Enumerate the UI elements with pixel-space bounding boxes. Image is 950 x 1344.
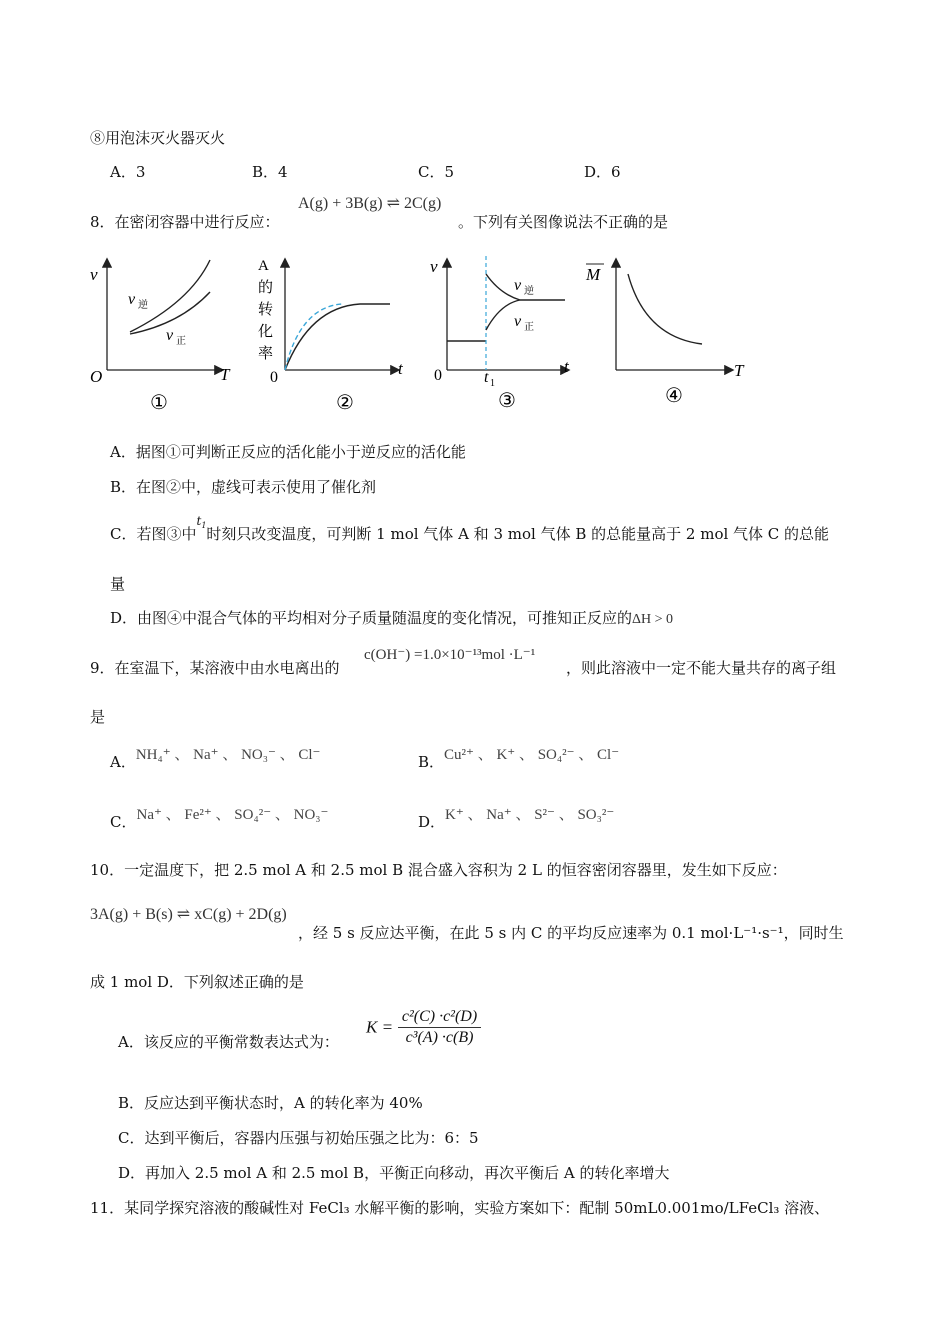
svg-text:②: ②: [336, 392, 354, 414]
q7-option-b: B．4: [252, 163, 288, 181]
svg-text:0: 0: [270, 369, 278, 386]
q10-k-expression: K = $\frac{\text{c²(C) ·c²(D)}}{\text{c³(A) ·c(B)}}$: [366, 1008, 481, 1047]
q10-equation: 3A(g) + B(s) ⇌ xC(g) + 2D(g): [90, 906, 287, 923]
q10-option-d: D．再加入 2.5 mol A 和 2.5 mol B，平衡正向移动，再次平衡后 A 的转化率增大: [118, 1164, 670, 1182]
q9-option-b: B．Cu²⁺ 、 K⁺ 、 SO₄²⁻ 、 Cl⁻: [418, 747, 620, 771]
q8-option-b: B．在图②中，虚线可表示使用了催化剂: [110, 478, 377, 496]
svg-text:化: 化: [258, 324, 274, 340]
q10-option-a: A．该反应的平衡常数表达式为：: [118, 1033, 339, 1051]
svg-text:正: 正: [176, 336, 186, 347]
q7-option-d: D．6: [584, 163, 621, 181]
q9-option-d: D．K⁺ 、 Na⁺ 、 S²⁻ 、 SO₃²⁻: [418, 807, 615, 831]
q9-formula: c(OH⁻) =1.0×10⁻¹³mol ·L⁻¹: [364, 647, 536, 663]
item-8-text: ⑧用泡沫灭火器灭火: [90, 129, 226, 147]
svg-text:转: 转: [258, 302, 274, 318]
q10-stem: 10．一定温度下，把 2.5 mol A 和 2.5 mol B 混合盛入容积为 2 L 的恒容密闭容器里，发生如下反应：: [90, 861, 787, 879]
svg-text:的: 的: [258, 280, 274, 296]
q10-stem-3: 成 1 mol D．下列叙述正确的是: [90, 973, 304, 991]
svg-text:④: ④: [665, 385, 683, 407]
svg-text:逆: 逆: [138, 300, 148, 311]
q7-option-a: A．3: [110, 163, 146, 181]
svg-text:M: M: [586, 265, 601, 284]
q9-option-c: C．Na⁺ 、 Fe²⁺ 、 SO₄²⁻ 、 NO₃⁻: [110, 807, 329, 831]
svg-text:v: v: [514, 277, 522, 294]
svg-text:v: v: [514, 313, 522, 330]
svg-text:③: ③: [498, 390, 516, 412]
q8-option-c: C．若图③中$^{t_1}$时刻只改变温度，可判断 1 mol 气体 A 和 3 mol 气体 B 的总能量高于 2 mol 气体 C 的总能: [110, 514, 830, 543]
q8-option-c-tail: 量: [110, 575, 126, 593]
q8-equation: A(g) + 3B(g) ⇌ 2C(g): [298, 195, 442, 212]
q11-stem: 11．某同学探究溶液的酸碱性对 FeCl₃ 水解平衡的影响，实验方案如下：配制 50mL0.001mo/LFeCl₃ 溶液、: [90, 1199, 830, 1217]
svg-text:A: A: [258, 258, 269, 274]
svg-text:T: T: [220, 365, 230, 384]
svg-text:0: 0: [434, 367, 442, 384]
svg-text:①: ①: [150, 392, 168, 414]
q8-option-d: D．由图④中混合气体的平均相对分子质量随温度的变化情况，可推知正反应的ΔH > 0: [110, 609, 674, 627]
q9-option-a: A．NH₄⁺ 、 Na⁺ 、 NO₃⁻ 、 Cl⁻: [110, 747, 321, 771]
q8-stem-pre: 8．在密闭容器中进行反应：: [90, 213, 280, 231]
svg-text:t: t: [484, 369, 489, 386]
svg-text:v: v: [90, 265, 98, 284]
q10-option-c: C．达到平衡后，容器内压强与初始压强之比为：6：5: [118, 1129, 479, 1147]
q8-graphs: [80, 252, 780, 422]
svg-text:T: T: [734, 361, 744, 380]
svg-text:t: t: [564, 357, 569, 376]
svg-text:正: 正: [524, 322, 534, 333]
graph-1: [90, 260, 231, 414]
q10-option-b: B．反应达到平衡状态时，A 的转化率为 40%: [118, 1094, 423, 1112]
graph-3: [430, 256, 570, 412]
svg-text:t: t: [398, 359, 403, 378]
svg-text:1: 1: [490, 378, 495, 389]
svg-text:率: 率: [258, 346, 274, 362]
svg-text:v: v: [430, 257, 438, 276]
svg-text:O: O: [90, 367, 103, 386]
svg-text:逆: 逆: [524, 286, 534, 297]
q8-option-a: A．据图①可判断正反应的活化能小于逆反应的活化能: [110, 443, 466, 461]
svg-text:v: v: [128, 291, 136, 308]
q10-stem-2: ，经 5 s 反应达平衡，在此 5 s 内 C 的平均反应速率为 0.1 mol·L⁻¹·s⁻¹，同时生: [298, 924, 844, 942]
q9-stem-post: ，则此溶液中一定不能大量共存的离子组: [566, 659, 837, 677]
svg-text:v: v: [166, 327, 174, 344]
q9-stem-tail: 是: [90, 708, 106, 726]
q7-option-c: C．5: [418, 163, 455, 181]
q8-stem-post: 。下列有关图像说法不正确的是: [458, 213, 669, 231]
q9-stem-pre: 9．在室温下，某溶液中由水电离出的: [90, 659, 340, 677]
graph-2: [258, 258, 404, 414]
graph-4: [585, 260, 745, 407]
